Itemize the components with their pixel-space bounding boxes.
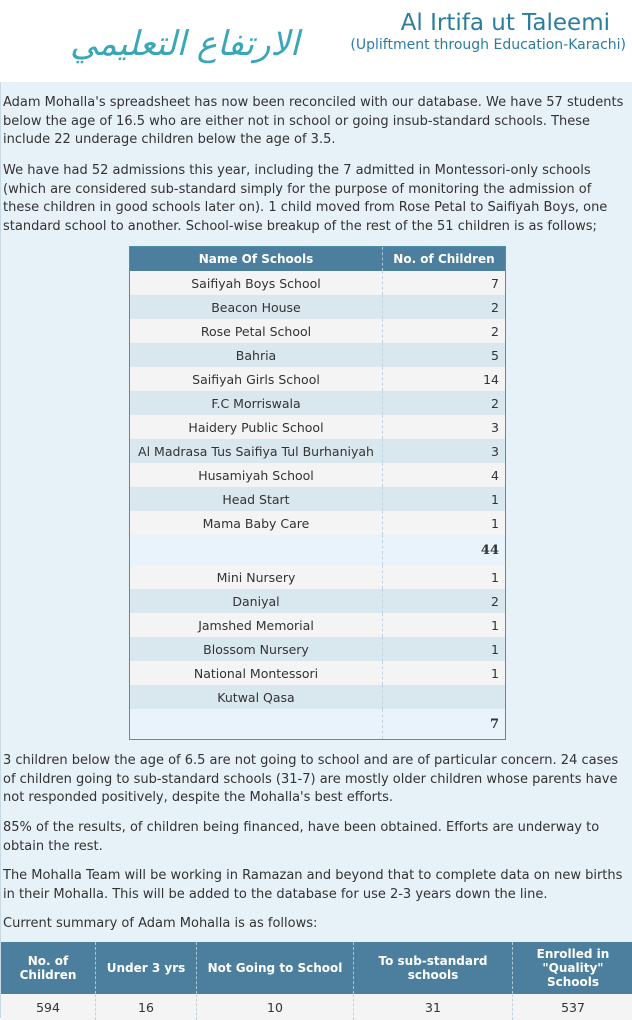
table-row [130,487,505,511]
table-row [130,343,505,367]
school-name: Bahria [130,343,383,367]
summary-table [1,942,632,1020]
paragraph-concerns: 3 children below the age of 6.5 are not going to school and are of particular concern. 24 cases of children going to sub-standard schools (31-7) are mostly older children whose parents have not responded positively, despite the Mohalla's best efforts. [3,752,629,808]
header-not-going: Not Going to School [197,942,354,994]
children-count: 2 [383,589,506,613]
paragraph-intro: Adam Mohalla's spreadsheet has now been reconciled with our database. We have 57 students below the age of 16.5 who are either not in school or going insub-standard schools. These include 22 underage children below the age of 3.5. [3,94,629,150]
children-count: 1 [383,613,506,637]
children-count: 1 [383,661,506,685]
children-count: 1 [383,487,506,511]
schools-table-header [130,247,505,271]
children-count: 14 [383,367,506,391]
summary-value: 16 [96,994,197,1020]
children-count: 3 [383,439,506,463]
school-name: Husamiyah School [130,463,383,487]
table-row [130,319,505,343]
main-content [0,82,632,1018]
school-name: Mama Baby Care [130,511,383,535]
header-under-3: Under 3 yrs [96,942,197,994]
table-row [130,661,505,685]
table-row [130,415,505,439]
school-name: Kutwal Qasa [130,685,383,709]
school-name: Saifiyah Girls School [130,367,383,391]
school-name: Head Start [130,487,383,511]
logo-text: الارتفاع التعليمي [70,24,299,64]
table-row [130,637,505,661]
school-name: Jamshed Memorial [130,613,383,637]
table-row [130,295,505,319]
children-count: 5 [383,343,506,367]
children-count: 7 [383,271,506,295]
paragraph-team: The Mohalla Team will be working in Ramazan and beyond that to complete data on new births in their Mohalla. This will be added to the database for use 2-3 years down the line. [3,867,629,904]
children-count: 2 [383,391,506,415]
table-row [1,994,632,1020]
summary-value: 537 [513,994,632,1020]
header-children-count: No. of Children [383,247,506,271]
paragraph-admissions: We have had 52 admissions this year, including the 7 admitted in Montessori-only schools (which are considered sub-standard simply for the purpose of monitoring the admission of these children in good schools later on). 1 child moved from Rose Petal to Saifiyah Boys, one standard school to another. School-wise breakup of the rest of the 51 children is as follows; [3,162,629,236]
school-name: Daniyal [130,589,383,613]
table-row [130,391,505,415]
table-row [130,271,505,295]
summary-table-header [1,942,632,994]
children-count: 1 [383,511,506,535]
subtotal-standard: 44 [383,535,506,565]
logo[interactable] [34,10,174,66]
school-name: Beacon House [130,295,383,319]
table-row [130,685,505,709]
summary-value: 594 [1,994,96,1020]
children-count: 2 [383,319,506,343]
table-row [130,463,505,487]
subtotal-row [130,535,505,565]
header-quality: Enrolled in "Quality" Schools [513,942,632,994]
school-name: Saifiyah Boys School [130,271,383,295]
school-name: Haidery Public School [130,415,383,439]
school-name: F.C Morriswala [130,391,383,415]
children-count [383,685,506,709]
children-count: 1 [383,637,506,661]
children-count: 2 [383,295,506,319]
table-row [130,589,505,613]
subtotal-montessori: 7 [383,709,506,739]
children-count: 4 [383,463,506,487]
site-subtitle: (Upliftment through Education-Karachi) [350,37,626,53]
summary-value: 31 [354,994,513,1020]
school-name: Rose Petal School [130,319,383,343]
header-no-of-children: No. of Children [1,942,96,994]
table-row [130,367,505,391]
schools-table [129,246,506,740]
children-count: 1 [383,565,506,589]
school-name: Mini Nursery [130,565,383,589]
paragraph-summary-intro: Current summary of Adam Mohalla is as follows: [3,915,629,934]
header-sub-standard: To sub-standard schools [354,942,513,994]
school-name: National Montessori [130,661,383,685]
table-row [130,439,505,463]
site-title: Al Irtifa ut Taleemi [401,10,610,36]
header-school-name: Name Of Schools [130,247,383,271]
table-row [130,565,505,589]
table-row [130,613,505,637]
paragraph-results: 85% of the results, of children being financed, have been obtained. Efforts are underway to obtain the rest. [3,819,629,856]
children-count: 3 [383,415,506,439]
site-header [0,0,632,82]
summary-value: 10 [197,994,354,1020]
table-row [130,511,505,535]
school-name: Al Madrasa Tus Saifiya Tul Burhaniyah [130,439,383,463]
school-name: Blossom Nursery [130,637,383,661]
subtotal-row [130,709,505,739]
